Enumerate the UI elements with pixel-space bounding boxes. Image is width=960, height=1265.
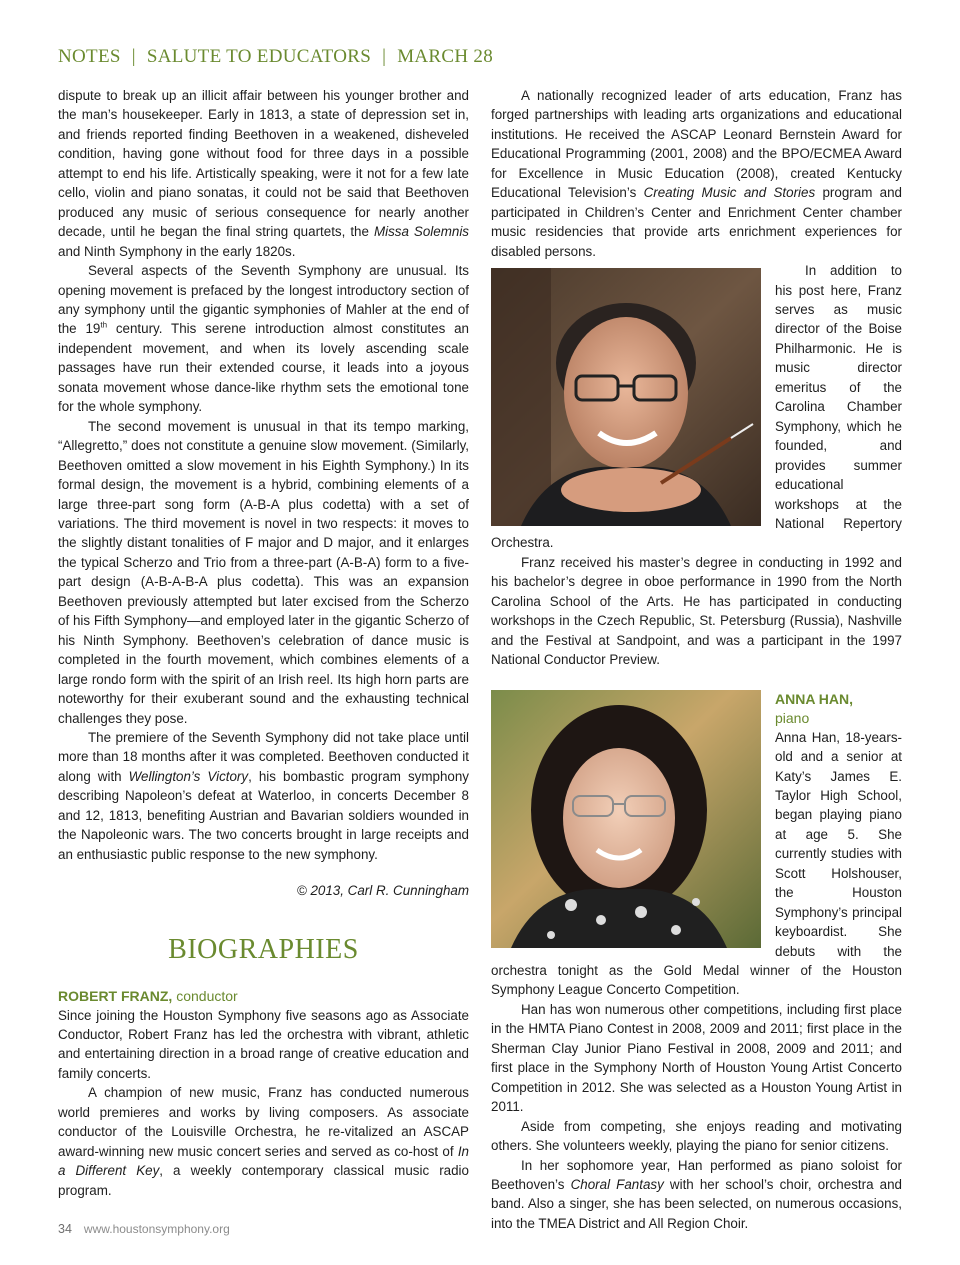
han-name: ANNA HAN, — [775, 690, 854, 707]
franz-paragraph: A nationally recognized leader of arts education, Franz has forged partnerships with leading arts organizations and educational institutions. He received the ASCAP Leonard Bernstein Award for Educational Programming (2001, 2008) and the BPO/ECMEA Award for Excellence in Music Education (2008), created Kentucky Educational Television’s Creating Music and Stories program and participated in Children’s Center and Enrichment Center chamber music residencies that provide arts enrichment experiences for disabled persons. — [491, 88, 903, 259]
han-paragraph: Han has won numerous other competitions, including first place in the HMTA Piano Contest in 2008, 2009 and 2011; first place in the Sherman Clay Junior Piano Festival in 2008, 2009 and 2011; and first place in the Symphony North of Houston Young Artist Concerto Competition in 2012. She was selected as a Houston Young Artist in 2011. — [491, 1001, 902, 1115]
franz-role: conductor — [172, 987, 238, 1004]
notes-paragraph: The second movement is unusual in that its tempo marking, “Allegretto,” does not constitute a genuine slow movement. (Similarly, Beethoven omitted a slow movement in his Eighth Symphony.) In its formal design, the movement is a hybrid, combining elements of a large three-part song form (A-B-A plus codetta) with a set of variations. The third movement is novel in two respects: it moves to the slightly distant tonalities of F major and D major, and it enlarges the typical Scherzo and Trio from a three-part (A-B-A) form to a five-part design (A-B-A-B-A plus codetta). This was an expansion Beethoven previously attempted but later excised from the Scherzo of his Fifth Symphony—and employed later in the gigantic Scherzo of his Ninth Symphony. Beethoven’s celebration of dance music is completed in the fourth movement, which combines elements of a large rondo form with the spirit of an Irish reel. Its high horn parts are noteworthy for their exuberant sound and the exhausting technical challenges they pose. — [58, 418, 469, 726]
footer-url[interactable]: www.houstonsymphony.org — [83, 1222, 230, 1236]
header-event: SALUTE TO EDUCATORS — [146, 46, 372, 67]
right-column — [491, 86, 902, 1233]
han-paragraph: In her sophomore year, Han performed as piano soloist for Beethoven’s Choral Fantasy with her school’s choir, orchestra and band. Also a singer, she has been selected, on numerous occasions, into the TMEA District and All Region Choir. — [491, 1157, 902, 1231]
header-separator: | — [382, 46, 387, 67]
header-date: MARCH 28 — [397, 46, 494, 67]
page-number: 34 — [58, 1222, 72, 1236]
notes-paragraph: The premiere of the Seventh Symphony did not take place until more than 18 months after it was completed. Beethoven conducted it along with Wellington’s Victory, his bombastic program symphony describing Napoleon’s defeat at Waterloo, in concerts December 8 and 12, 1813, benefiting Austrian and Bavarian soldiers wounded in the Napoleonic wars. The two concerts brought in large receipts and an enthusiastic public response to the new symphony. — [58, 729, 470, 862]
notes-paragraph: dispute to break up an illicit affair between his younger brother and the man’s housekeeper. Early in 1813, a state of depression set in, and friends reported finding Beethoven in a weakened, disheveled condition, having gone without food for three days in a possible attempt to end his life. Artistically speaking, were it not for a few late cello, violin and piano sonatas, it could not be said that Beethoven produced any music of serious consequence for nearly another decade, until he began the final string quartets, the Missa Solemnis and Ninth Symphony in the early 1820s. — [58, 88, 469, 259]
franz-photo — [491, 268, 761, 526]
left-column — [58, 86, 469, 1200]
han-photo — [491, 690, 761, 948]
franz-paragraph: A champion of new music, Franz has conducted numerous world premieres and works by living composers. As associate conductor of the Louisville Orchestra, he re-vitalized an ASCAP award-winning new music concert series and served as co-host of In a Different Key, a weekly contemporary classical music radio program. — [58, 1085, 469, 1198]
notes-paragraph: Several aspects of the Seventh Symphony are unusual. Its opening movement is prefaced by the longest introductory section of any symphony until the gigantic symphonies of Mahler at the end of the 19th century. This serene introduction almost constitutes an independent movement, and when its lovely ascending scale passages have run their extended course, it leads into a joyous sonata movement whose dance-like rhythm sets the emotional tone for the whole symphony. — [58, 263, 469, 415]
han-paragraph: Anna Han, 18-years-old and a senior at Katy’s James E. Taylor High School, began playing piano at age 5. She currently studies with Scott Holshouser, the Houston Symphony’s principal keyboardist. She debuts with the orchestra tonight as the Gold Medal winner of the Houston Symphony League Concerto Competition. — [491, 729, 902, 998]
notes-credit: © 2013, Carl R. Cunningham — [296, 883, 469, 899]
franz-paragraph: Franz received his master’s degree in conducting in 1992 and his bachelor’s degree in oboe performance in 1990 from the North Carolina School of the Arts. He has participated in conducting workshops in the Czech Republic, St. Petersburg (Russia), Nashville and the Festival at Sandpoint, and was a participant in the 1997 National Conductor Preview. — [491, 554, 902, 668]
franz-paragraph: In addition to his post here, Franz serves as music director of the Boise Philharmonic. He is music director emeritus of the Carolina Chamber Symphony, which he founded, and provides summer educational workshops at the National Repertory Orchestra. — [491, 263, 902, 551]
franz-paragraph: Since joining the Houston Symphony five seasons ago as Associate Conductor, Robert Franz has led the orchestra with vibrant, athletic and entertaining direction in a broad range of creative education and family concerts. — [58, 1007, 469, 1081]
page-footer — [58, 1222, 230, 1236]
han-role: piano — [775, 709, 810, 726]
header-notes: NOTES — [58, 46, 121, 67]
running-header — [58, 46, 493, 68]
biographies-heading: BIOGRAPHIES — [168, 933, 359, 965]
franz-heading — [58, 987, 469, 1006]
han-paragraph: Aside from competing, she enjoys reading and motivating others. She volunteers weekly, playing the piano for senior citizens. — [491, 1118, 902, 1154]
header-separator: | — [131, 46, 136, 67]
franz-name: ROBERT FRANZ, — [58, 987, 173, 1004]
